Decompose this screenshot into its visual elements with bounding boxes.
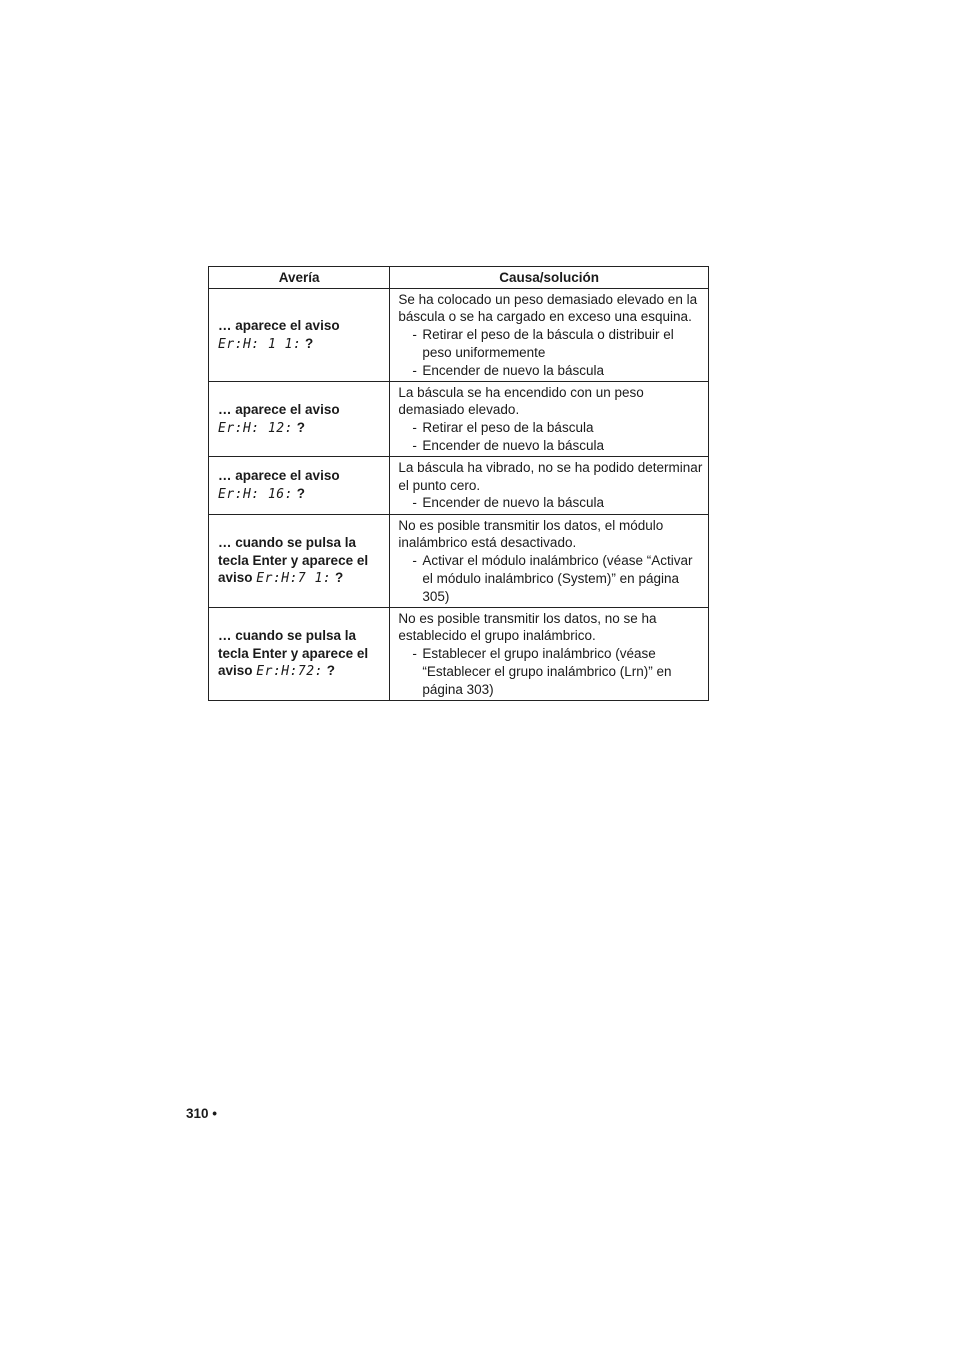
- solution-step: - Establecer el grupo inalámbrico (véase “Establecer el grupo inalámbrico (Lrn)” en página 303): [412, 646, 672, 697]
- solution-step: - Encender de nuevo la báscula: [412, 495, 604, 511]
- symptom-cell: [209, 382, 390, 457]
- symptom-text: … cuando se pulsa la tecla Enter y aparece el: [218, 534, 369, 568]
- cause-text: No es posible transmitir los datos, no se ha establecido el grupo inalámbrico.: [398, 610, 657, 644]
- cause-text: La báscula se ha encendido con un peso demasiado elevado.: [398, 384, 644, 418]
- solution-cell: [390, 608, 709, 701]
- table-row: [209, 457, 709, 515]
- solution-cell: [390, 515, 709, 608]
- symptom-text: … cuando se pulsa la tecla Enter y aparece el: [218, 627, 369, 661]
- error-code: Er:H: 1 1:: [218, 336, 302, 352]
- symptom-text: … aparece el aviso: [218, 317, 340, 333]
- solution-step: - Encender de nuevo la báscula: [412, 362, 604, 378]
- question-mark: ?: [326, 663, 335, 679]
- symptom-cell: [209, 515, 390, 608]
- question-mark: ?: [305, 335, 314, 351]
- cause-text: Se ha colocado un peso demasiado elevado en la báscula o se ha cargado en exceso una esquina.: [398, 291, 698, 325]
- error-code: Er:H:7 1:: [256, 571, 332, 587]
- solution-cell: [390, 289, 709, 382]
- header-causa-solucion: Causa/solución: [390, 267, 709, 289]
- solution-step: - Encender de nuevo la báscula: [412, 437, 604, 453]
- troubleshooting-table: [208, 266, 709, 701]
- table-header-row: [209, 267, 709, 289]
- symptom-cell: [209, 608, 390, 701]
- solution-cell: [390, 382, 709, 457]
- symptom-cell: [209, 457, 390, 515]
- page-number: 310 •: [186, 1106, 218, 1121]
- question-mark: ?: [296, 419, 305, 435]
- table-row: [209, 382, 709, 457]
- table-row: [209, 289, 709, 382]
- error-code: Er:H: 12:: [218, 420, 293, 436]
- table-row: [209, 515, 709, 608]
- symptom-text-extra: aviso: [218, 570, 253, 586]
- solution-cell: [390, 457, 709, 515]
- solution-step: - Retirar el peso de la báscula o distribuir el peso uniformemente: [412, 327, 674, 360]
- symptom-text: … aparece el aviso: [218, 468, 340, 484]
- symptom-text-extra: aviso: [218, 663, 253, 679]
- symptom-cell: [209, 289, 390, 382]
- header-averia: Avería: [209, 267, 390, 289]
- table-row: [209, 608, 709, 701]
- question-mark: ?: [296, 486, 305, 501]
- solution-step: - Retirar el peso de la báscula: [412, 420, 594, 435]
- question-mark: ?: [335, 570, 344, 586]
- symptom-text: … aparece el aviso: [218, 401, 340, 417]
- cause-text: La báscula ha vibrado, no se ha podido determinar el punto cero.: [398, 459, 703, 493]
- error-code: Er:H: 16:: [218, 487, 293, 502]
- solution-step: - Activar el módulo inalámbrico (véase “Activar el módulo inalámbrico (System)” en página 305): [412, 553, 693, 604]
- error-code: Er:H:72:: [256, 664, 323, 680]
- cause-text: No es posible transmitir los datos, el módulo inalámbrico está desactivado.: [398, 517, 664, 551]
